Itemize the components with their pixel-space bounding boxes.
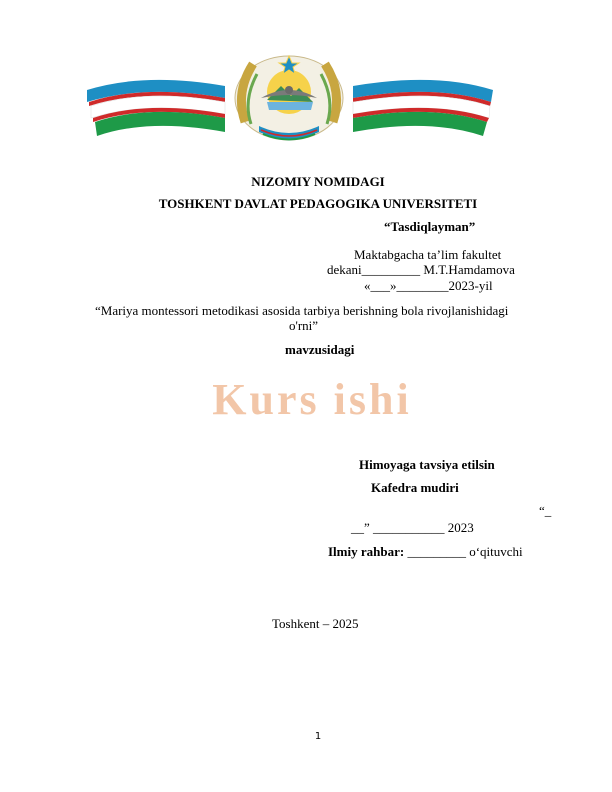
dean-signature-line: dekani_________ M.T.Hamdamova — [327, 262, 515, 277]
advisor-label: Ilmiy rahbar: — [328, 544, 405, 559]
approval-date: «___»________2023-yil — [364, 278, 493, 293]
topic-suffix: mavzusidagi — [285, 342, 355, 357]
advisor-line — [328, 544, 523, 560]
department-head-label: Kafedra mudiri — [371, 480, 459, 495]
university-name-line2: TOSHKENT DAVLAT PEDAGOGIKA UNIVERSITETI — [158, 196, 478, 211]
university-name-line1: NIZOMIY NOMIDAGI — [251, 174, 385, 189]
flag-ribbon-left — [87, 80, 225, 136]
page-number: 1 — [314, 731, 322, 742]
topic-line1: “Mariya montessori metodikasi asosida tarbiya berishning bola rivojlanishidagi — [95, 303, 509, 318]
defense-recommendation: Himoyaga tavsiya etilsin — [359, 457, 495, 472]
defense-date-part2: __” ___________ 2023 — [351, 520, 474, 535]
state-emblem — [235, 56, 343, 140]
city-year: Toshkent – 2025 — [272, 616, 359, 631]
approval-title: “Tasdiqlayman” — [384, 219, 476, 234]
flag-ribbon-right — [353, 80, 493, 136]
faculty-name: Maktabgacha ta’lim fakultet — [354, 247, 502, 262]
topic-line2: o'rni” — [289, 318, 319, 333]
work-type-title: Kurs ishi — [212, 375, 412, 424]
uzbekistan-emblem-banner — [85, 52, 495, 142]
defense-date-part1: “_ — [539, 503, 552, 518]
advisor-value: _________ o‘qituvchi — [404, 544, 523, 559]
